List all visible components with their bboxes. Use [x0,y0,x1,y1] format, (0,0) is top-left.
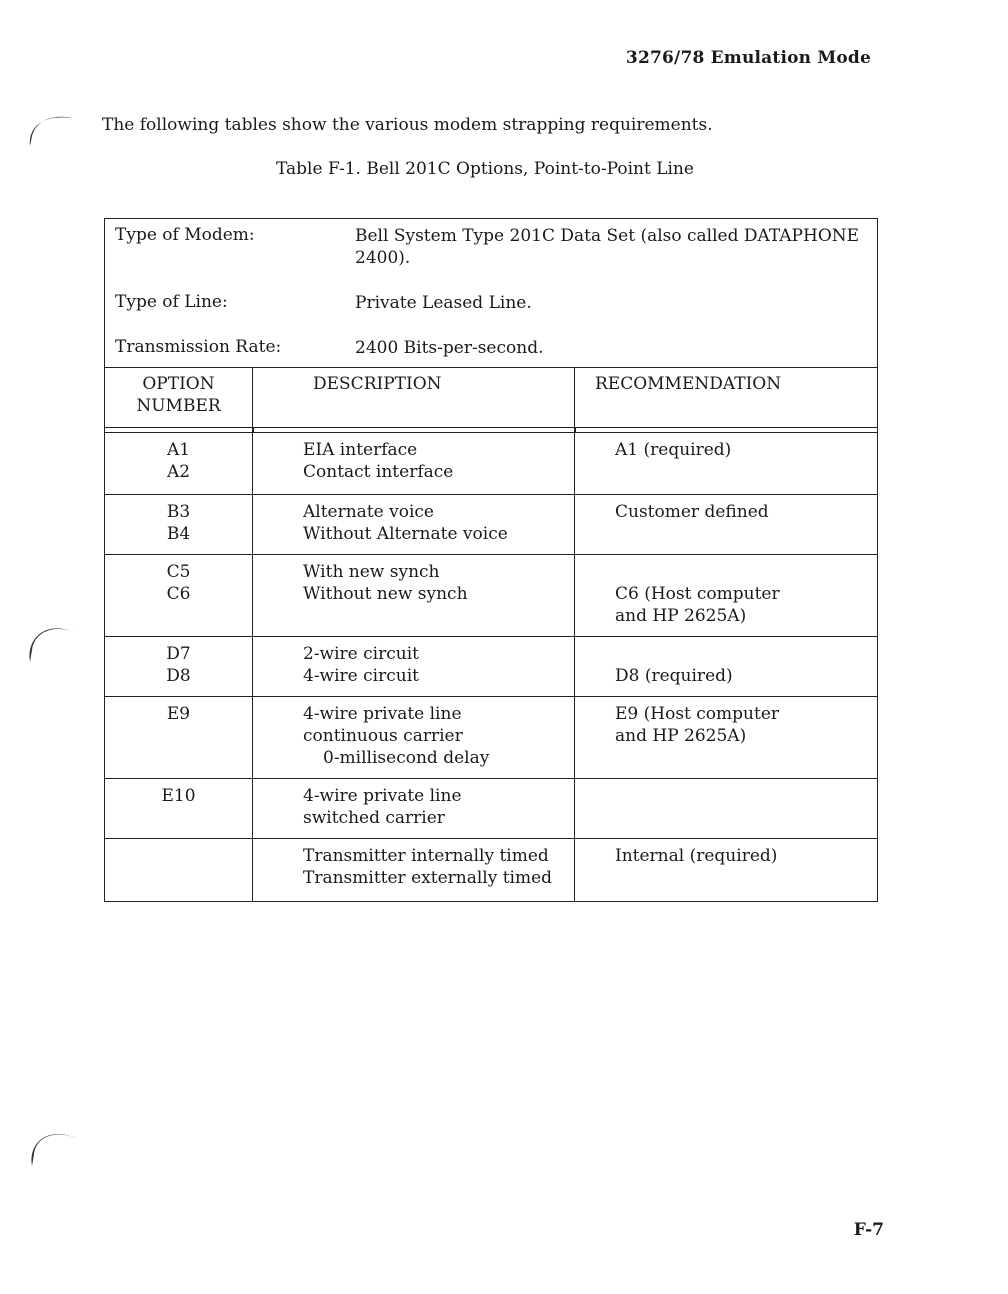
description-header: DESCRIPTION [253,367,575,427]
recommendation-cell [575,495,877,554]
page-header: 3276/78 Emulation Mode [625,48,871,68]
description-line: EIA interface [303,440,418,460]
modem-spec-block [105,219,877,368]
recommendation-header: RECOMMENDATION [595,374,782,394]
description-line: Without new synch [303,584,468,604]
modem-type-value: Bell System Type 201C Data Set (also called DATAPHONE 2400). [355,226,860,268]
option-number-header: OPTION NUMBER [105,367,253,427]
description-line: 0-millisecond delay [323,748,490,768]
table-row [105,779,877,839]
description-line: Without Alternate voice [303,524,508,544]
description-cell [253,433,575,494]
description-cell [253,637,575,696]
table-row [105,839,877,901]
option-number-cell [105,839,253,901]
recommendation-cell [575,433,877,494]
recommendation-cell [575,637,877,696]
description-line: Transmitter internally timed [303,846,549,866]
description-line: 4-wire circuit [303,666,419,686]
recommendation-line: A1 (required) [615,440,732,460]
recommendation-cell [575,839,877,901]
recommendation-line: C6 (Host computer [615,584,780,604]
line-type-value: Private Leased Line. [355,293,532,313]
option-code: D8 [166,666,191,686]
option-code: E9 [166,704,191,724]
description-cell [253,555,575,636]
modem-type-label: Type of Modem: [115,225,255,245]
option-code: B3 [166,502,191,522]
table-row [105,495,877,555]
transmission-rate-value: 2400 Bits-per-second. [355,338,544,358]
option-code: B4 [166,524,191,544]
option-code: C6 [166,584,191,604]
option-code: E10 [161,786,196,806]
table-row [105,555,877,637]
page-number: F-7 [853,1220,884,1240]
description-cell [253,495,575,554]
description-line: switched carrier [303,808,445,828]
option-number-cell [105,779,253,838]
description-line: 2-wire circuit [303,644,419,664]
description-line: With new synch [303,562,440,582]
binder-hole-middle [24,616,78,660]
transmission-rate-label: Transmission Rate: [115,337,282,357]
option-code: C5 [166,562,191,582]
description-line: Alternate voice [303,502,434,522]
option-number-cell [105,433,253,494]
recommendation-line: Customer defined [615,502,769,522]
recommendation-cell [575,697,877,778]
binder-hole-top [24,106,78,150]
recommendation-line: and HP 2625A) [615,606,747,626]
description-line: continuous carrier [303,726,463,746]
description-line: 4-wire private line [303,704,462,724]
recommendation-line: and HP 2625A) [615,726,747,746]
options-table [104,218,878,902]
recommendation-line: E9 (Host computer [615,704,780,724]
table-row [105,637,877,697]
description-cell [253,779,575,838]
description-line: Transmitter externally timed [303,868,553,888]
option-number-cell [105,637,253,696]
recommendation-cell [575,555,877,636]
table-caption: Table F-1. Bell 201C Options, Point-to-Point Line [276,159,694,179]
option-number-cell [105,495,253,554]
table-row [105,433,877,495]
table-row [105,697,877,779]
column-header-row [105,367,877,427]
recommendation-line: D8 (required) [615,666,733,686]
option-number-cell [105,555,253,636]
option-code: A1 [166,440,191,460]
binder-hole-bottom [24,1122,78,1166]
description-cell [253,697,575,778]
recommendation-line: Internal (required) [615,846,778,866]
option-number-cell [105,697,253,778]
description-line: Contact interface [303,462,454,482]
option-code: D7 [166,644,191,664]
option-code: A2 [166,462,191,482]
recommendation-cell [575,779,877,838]
description-cell [253,839,575,901]
description-line: 4-wire private line [303,786,462,806]
line-type-label: Type of Line: [115,292,228,312]
intro-paragraph: The following tables show the various modem strapping requirements. [102,115,713,135]
